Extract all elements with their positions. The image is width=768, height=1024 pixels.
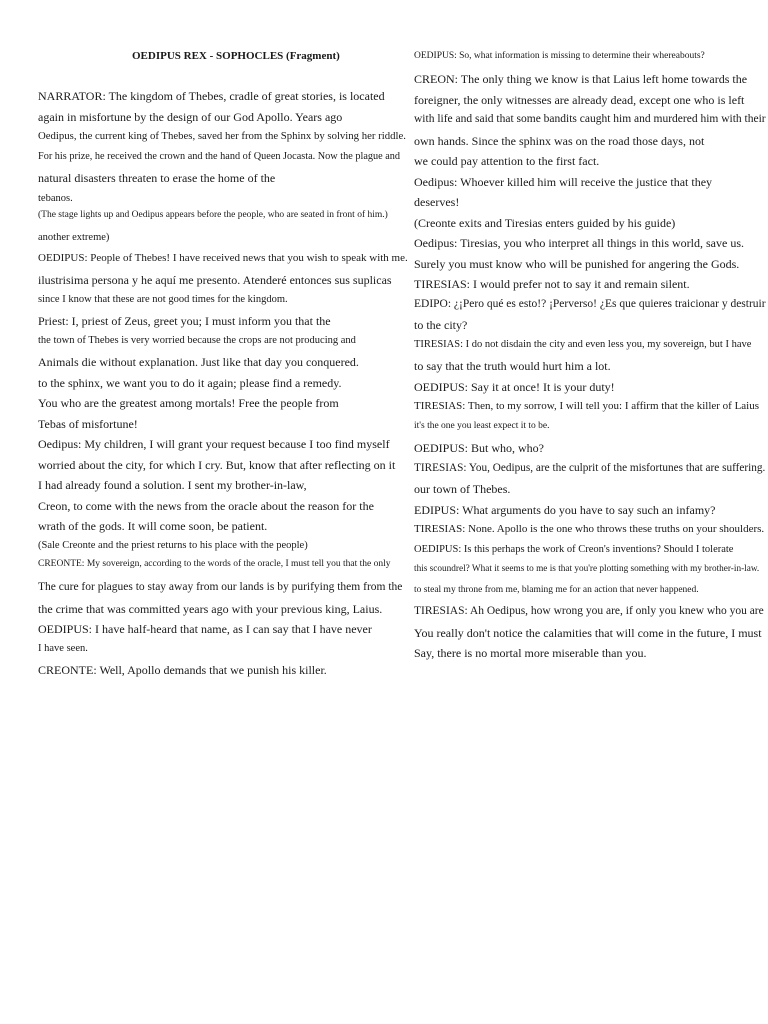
text-line: worried about the city, for which I cry. But, know that after reflecting on it [38, 458, 396, 472]
text-line: TIRESIAS: Then, to my sorrow, I will tell you: I affirm that the killer of Laius [414, 400, 760, 412]
text-line: OEDIPUS: People of Thebes! I have received news that you wish to speak with me. [38, 252, 408, 264]
text-line: the town of Thebes is very worried because the crops are not producing and [38, 335, 356, 346]
text-line: since I know that these are not good times for the kingdom. [38, 294, 288, 305]
text-line: I have seen. [38, 643, 88, 654]
text-line: own hands. Since the sphinx was on the road those days, not [414, 134, 705, 148]
text-line: The cure for plagues to stay away from our lands is by purifying them from the [38, 581, 403, 593]
text-line: Oedipus: My children, I will grant your request because I too find myself [38, 437, 390, 451]
text-line: Priest: I, priest of Zeus, greet you; I must inform you that the [38, 314, 331, 328]
text-line: another extreme) [38, 232, 110, 243]
text-line: OEDIPUS: So, what information is missing to determine their whereabouts? [414, 51, 705, 61]
text-line: foreigner, the only witnesses are already dead, except one who is left [414, 93, 745, 107]
text-line: to the sphinx, we want you to do it again; please find a remedy. [38, 376, 342, 390]
text-line: NARRATOR: The kingdom of Thebes, cradle of great stories, is located [38, 89, 385, 103]
text-line: again in misfortune by the design of our God Apollo. Years ago [38, 110, 343, 124]
text-line: You who are the greatest among mortals! Free the people from [38, 396, 339, 410]
text-line: ilustrisima persona y he aquí me presento. Atenderé entonces sus suplicas [38, 273, 392, 287]
text-line: deserves! [414, 195, 460, 209]
text-line: Oedipus, the current king of Thebes, saved her from the Sphinx by solving her riddle. [38, 130, 406, 142]
text-line: OEDIPUS: But who, who? [414, 441, 545, 455]
text-line: (Creonte exits and Tiresias enters guided by his guide) [414, 216, 676, 230]
text-line: (The stage lights up and Oedipus appears before the people, who are seated in front of him.) [38, 210, 388, 220]
text-line: OEDIPUS: Is this perhaps the work of Creon's inventions? Should I tolerate [414, 544, 734, 555]
document-title: OEDIPUS REX - SOPHOCLES (Fragment) [132, 50, 340, 62]
text-line: Creon, to come with the news from the oracle about the reason for the [38, 499, 374, 513]
text-line: TIRESIAS: I would prefer not to say it and remain silent. [414, 277, 690, 291]
text-line: we could pay attention to the first fact. [414, 154, 600, 168]
text-line: Surely you must know who will be punished for angering the Gods. [414, 257, 740, 271]
text-line: this scoundrel? What it seems to me is that you're plotting something with my brother-in-law. [414, 564, 760, 574]
text-line: with life and said that some bandits caught him and murdered him with their [414, 113, 766, 125]
text-line: EDIPUS: What arguments do you have to say such an infamy? [414, 503, 716, 517]
text-line: Say, there is no mortal more miserable than you. [414, 646, 647, 660]
text-line: to say that the truth would hurt him a lot. [414, 359, 611, 373]
text-line: TIRESIAS: You, Oedipus, are the culprit of the misfortunes that are suffering. [414, 462, 766, 474]
text-line: our town of Thebes. [414, 482, 511, 496]
text-line: it's the one you least expect it to be. [414, 421, 550, 431]
text-line: (Sale Creonte and the priest returns to his place with the people) [38, 540, 308, 551]
text-line: CREONTE: My sovereign, according to the words of the oracle, I must tell you that the only [38, 559, 391, 569]
text-line: CREON: The only thing we know is that Laius left home towards the [414, 72, 748, 86]
text-line: You really don't notice the calamities that will come in the future, I must [414, 626, 762, 640]
text-line: TIRESIAS: Ah Oedipus, how wrong you are, if only you knew who you are [414, 605, 764, 617]
text-line: OEDIPUS: I have half-heard that name, as I can say that I have never [38, 622, 372, 636]
text-line: to steal my throne from me, blaming me for an action that never happened. [414, 585, 699, 595]
text-line: For his prize, he received the crown and the hand of Queen Jocasta. Now the plague and [38, 151, 401, 162]
text-line: to the city? [414, 318, 468, 332]
text-line: OEDIPUS: Say it at once! It is your duty! [414, 380, 615, 394]
text-line: TIRESIAS: None. Apollo is the one who throws these truths on your shoulders. [414, 523, 765, 535]
text-line: natural disasters threaten to erase the home of the [38, 171, 276, 185]
text-line: Animals die without explanation. Just like that day you conquered. [38, 355, 359, 369]
text-line: Tebas of misfortune! [38, 417, 138, 431]
text-line: wrath of the gods. It will come soon, be patient. [38, 519, 268, 533]
text-line: CREONTE: Well, Apollo demands that we punish his killer. [38, 663, 327, 677]
text-line: Oedipus: Tiresias, you who interpret all things in this world, save us. [414, 236, 744, 250]
text-line: Oedipus: Whoever killed him will receive the justice that they [414, 175, 713, 189]
text-line: TIRESIAS: I do not disdain the city and even less you, my sovereign, but I have [414, 339, 752, 350]
text-line: the crime that was committed years ago with your previous king, Laius. [38, 602, 383, 616]
text-line: EDIPO: ¿¡Pero qué es esto!? ¡Perverso! ¿Es que quieres traicionar y destruir [414, 298, 766, 310]
text-line: I had already found a solution. I sent my brother-in-law, [38, 478, 307, 492]
text-line: tebanos. [38, 193, 73, 204]
